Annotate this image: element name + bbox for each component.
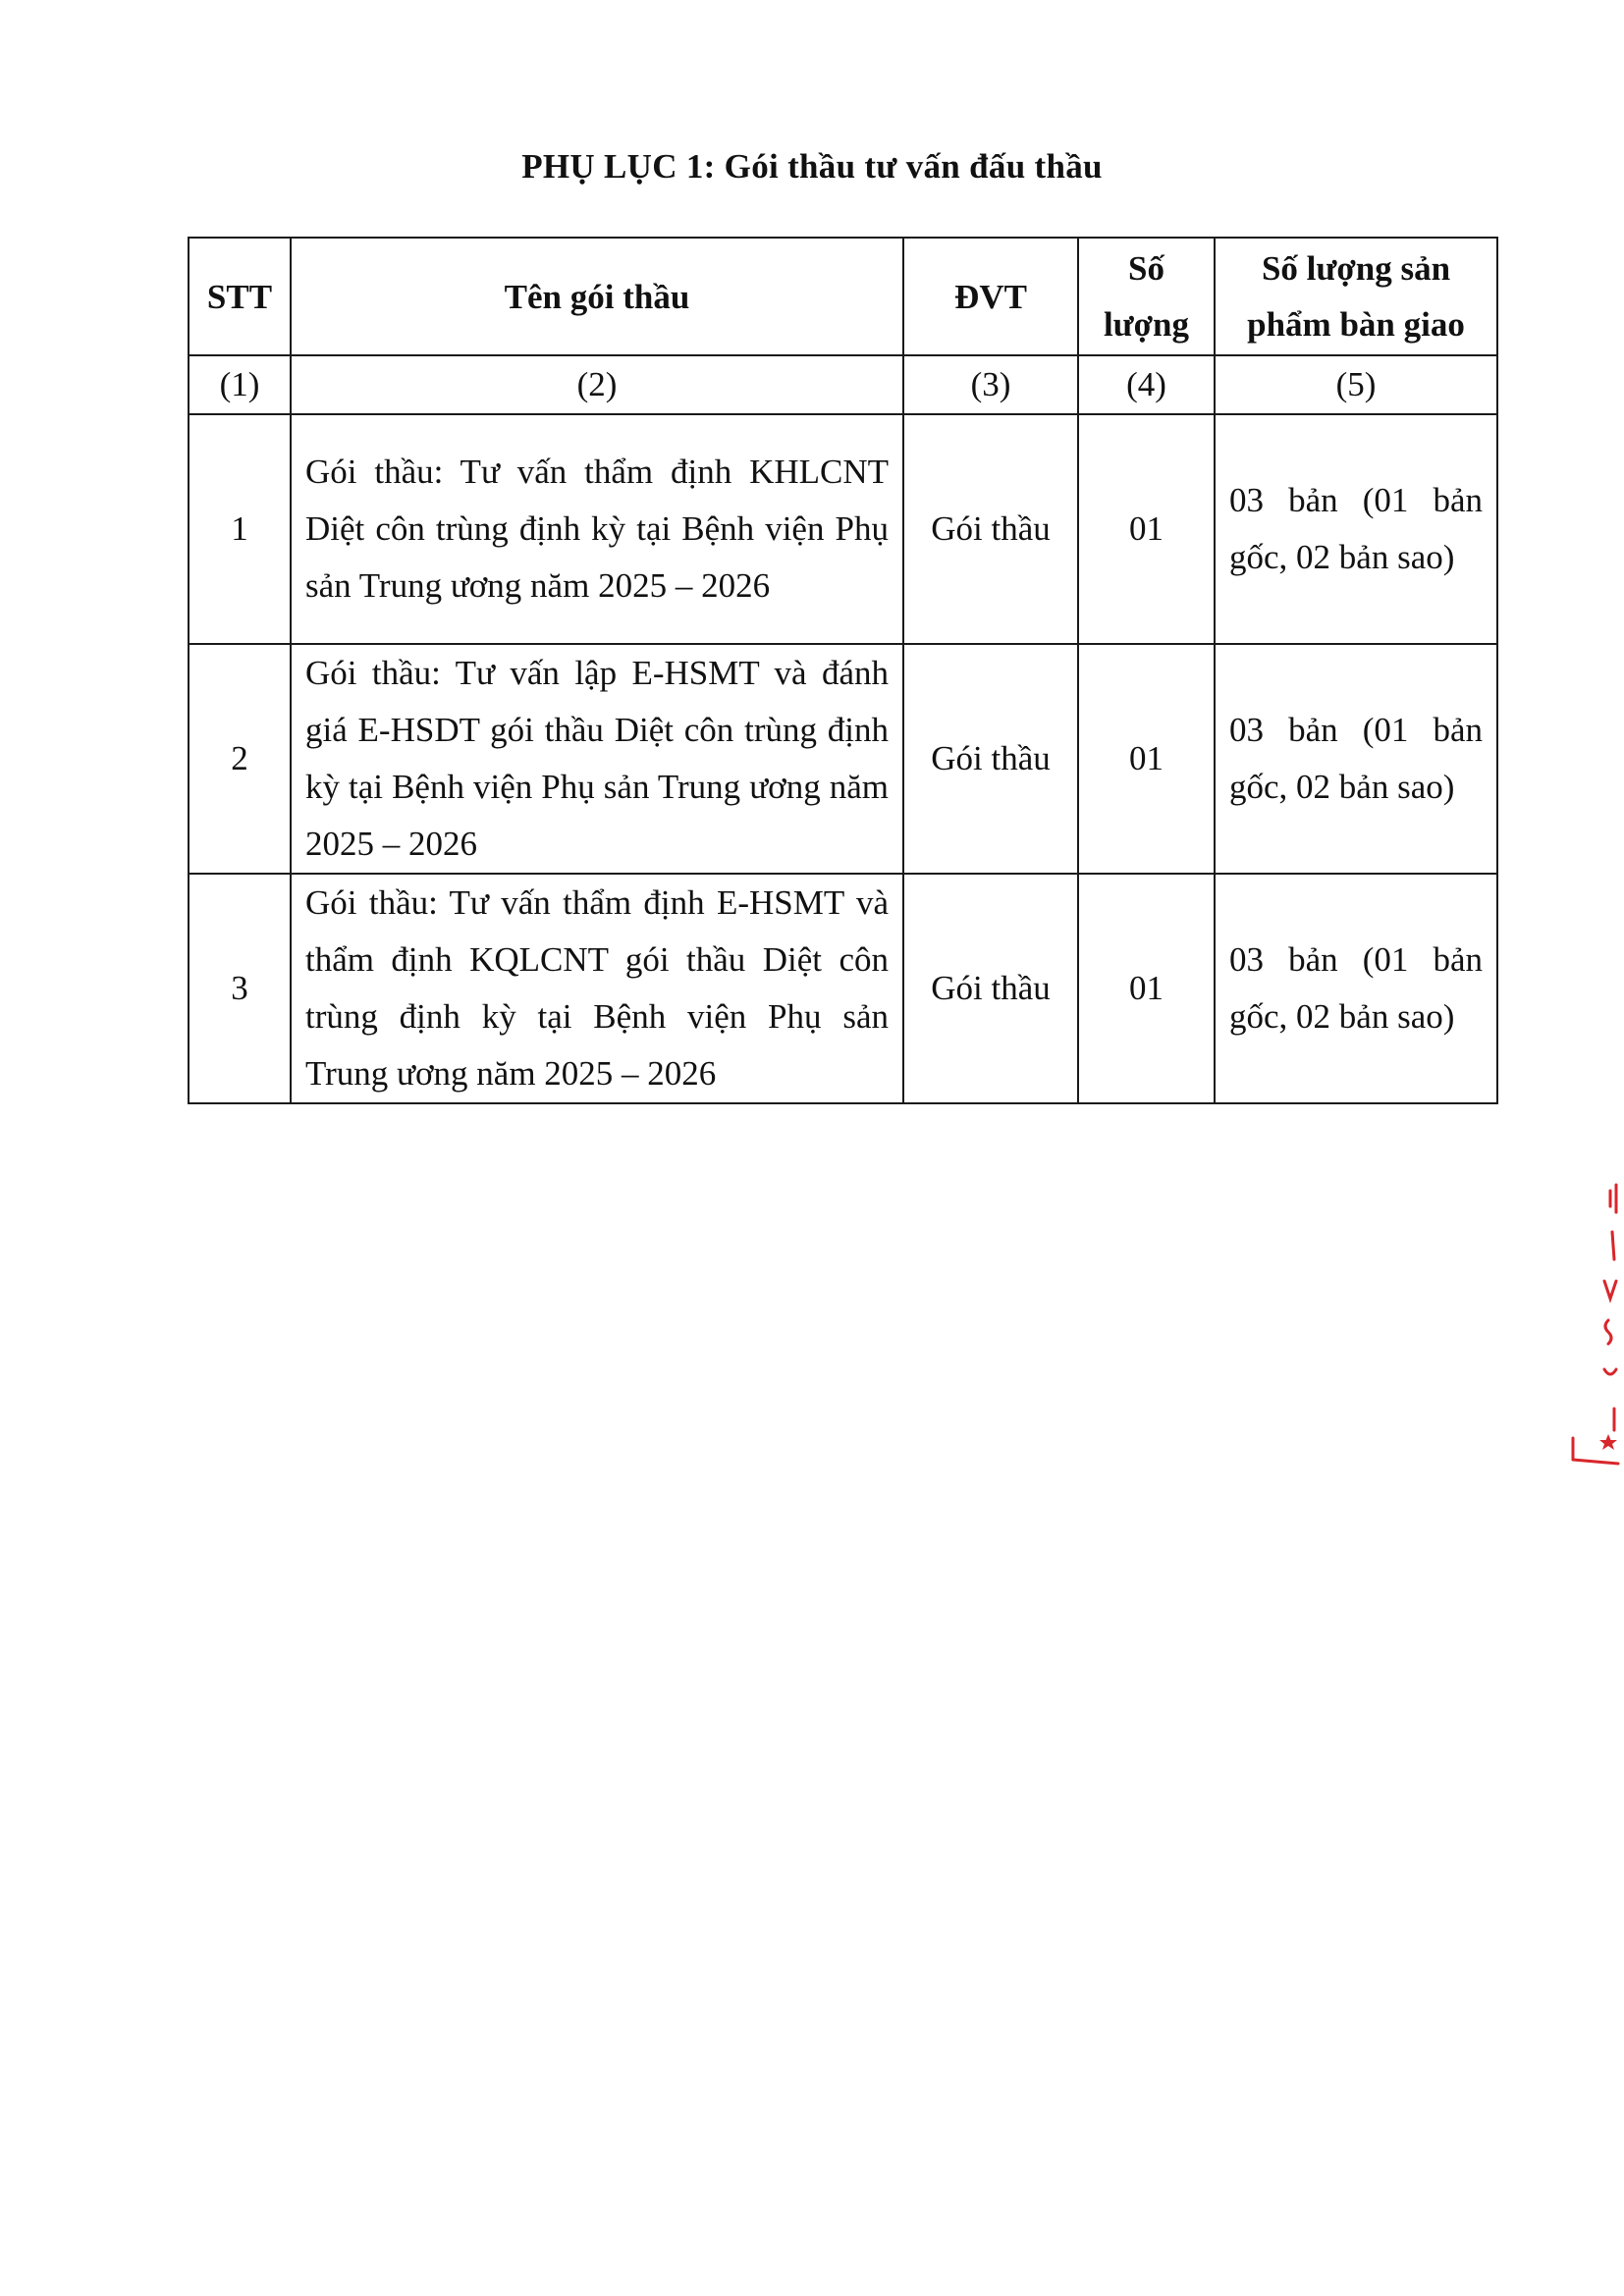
row-stt: 1: [189, 414, 291, 644]
row-stt: 3: [189, 874, 291, 1103]
column-number: (3): [903, 355, 1078, 414]
header-stt: STT: [189, 238, 291, 355]
row-deliverables: 03 bản (01 bản gốc, 02 bản sao): [1215, 414, 1497, 644]
row-quantity: 01: [1078, 414, 1215, 644]
page-title: PHỤ LỤC 1: Gói thầu tư vấn đấu thầu: [521, 147, 1103, 186]
row-unit: Gói thầu: [903, 414, 1078, 644]
table-row: [189, 414, 1497, 644]
row-name: Gói thầu: Tư vấn thẩm định KHLCNT Diệt côn trùng định kỳ tại Bệnh viện Phụ sản Trung ương năm 2025 – 2026: [291, 414, 903, 644]
column-number: (5): [1215, 355, 1497, 414]
table-row: [189, 874, 1497, 1103]
seal-stamp-icon: [1565, 1173, 1620, 1472]
header-deliverables: Số lượng sản phẩm bàn giao: [1215, 238, 1497, 355]
row-deliverables: 03 bản (01 bản gốc, 02 bản sao): [1215, 874, 1497, 1103]
row-stt: 2: [189, 644, 291, 874]
header-unit: ĐVT: [903, 238, 1078, 355]
header-name: Tên gói thầu: [291, 238, 903, 355]
row-unit: Gói thầu: [903, 874, 1078, 1103]
row-quantity: 01: [1078, 644, 1215, 874]
row-deliverables: 03 bản (01 bản gốc, 02 bản sao): [1215, 644, 1497, 874]
column-number: (2): [291, 355, 903, 414]
row-unit: Gói thầu: [903, 644, 1078, 874]
header-quantity: Số lượng: [1078, 238, 1215, 355]
column-number: (4): [1078, 355, 1215, 414]
appendix-table: [188, 237, 1498, 1104]
row-name: Gói thầu: Tư vấn thẩm định E-HSMT và thẩm định KQLCNT gói thầu Diệt côn trùng định kỳ tại Bệnh viện Phụ sản Trung ương năm 2025 – 2026: [291, 874, 903, 1103]
column-number-row: [189, 355, 1497, 414]
column-number: (1): [189, 355, 291, 414]
row-name: Gói thầu: Tư vấn lập E-HSMT và đánh giá E-HSDT gói thầu Diệt côn trùng định kỳ tại Bệnh viện Phụ sản Trung ương năm 2025 – 2026: [291, 644, 903, 874]
row-quantity: 01: [1078, 874, 1215, 1103]
header-row: [189, 238, 1497, 355]
table-row: [189, 644, 1497, 874]
